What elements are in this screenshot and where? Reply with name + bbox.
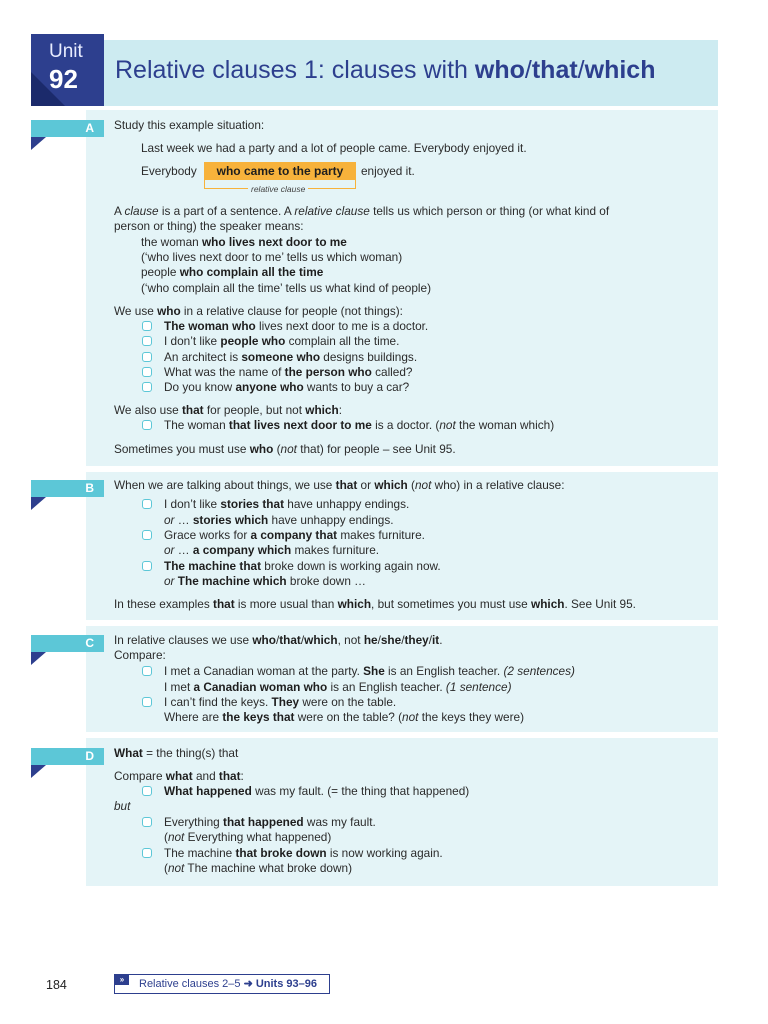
- list-item: I don’t like stories that have unhappy endings.: [164, 497, 410, 511]
- bullet-icon: [142, 666, 152, 676]
- definition-line-2: person or thing) the speaker means:: [114, 219, 304, 233]
- list-item: The machine that broke down is now working again.: [164, 846, 443, 860]
- list-item: The woman that lives next door to me is a doctor. (not the woman which): [164, 418, 555, 432]
- bullet-icon: [142, 561, 152, 571]
- example-prefix: Everybody: [141, 164, 197, 178]
- bullet-icon: [142, 530, 152, 540]
- relative-clause-label: relative clause: [248, 184, 308, 194]
- list-item: Do you know anyone who wants to buy a car?: [164, 380, 410, 394]
- example-suffix: enjoyed it.: [361, 164, 415, 178]
- list-item: The machine that broke down is working again now.: [164, 559, 441, 573]
- list-item: What happened was my fault. (= the thing that happened): [164, 784, 470, 798]
- but-label: but: [114, 799, 131, 813]
- title-bar: [104, 40, 718, 106]
- list-item-alt: or … stories which have unhappy endings.: [164, 513, 394, 527]
- section-a-note: Sometimes you must use who (not that) for people – see Unit 95.: [114, 442, 456, 456]
- bullet-icon: [142, 420, 152, 430]
- example-situation: Last week we had a party and a lot of people came. Everybody enjoyed it.: [141, 141, 527, 155]
- compare-label: Compare:: [114, 648, 166, 662]
- page-title: Relative clauses 1: clauses with who/that/which: [115, 56, 656, 84]
- section-a-tab: A: [31, 120, 104, 137]
- list-item: I don’t like people who complain all the time.: [164, 334, 400, 348]
- list-item-alt: or The machine which broke down …: [164, 574, 366, 588]
- section-b-note: In these examples that is more usual than which, but sometimes you must use which. See Unit 95.: [114, 597, 636, 611]
- bullet-icon: [142, 697, 152, 707]
- bullet-icon: [142, 321, 152, 331]
- double-chevron-icon: »: [115, 975, 129, 985]
- list-item: I can’t find the keys. They were on the table.: [164, 695, 397, 709]
- section-b-intro: When we are talking about things, we use that or which (not who) in a relative clause:: [114, 478, 565, 492]
- unit-number: 92: [49, 64, 78, 94]
- example-a2: (‘who lives next door to me’ tells us which woman): [141, 250, 403, 264]
- list-item: I met a Canadian woman at the party. She is an English teacher. (2 sentences): [164, 664, 575, 678]
- example-a3: people who complain all the time: [141, 265, 324, 279]
- list-item-alt: or … a company which makes furniture.: [164, 543, 380, 557]
- list-item-alt: I met a Canadian woman who is an English teacher. (1 sentence): [164, 680, 512, 694]
- list-item: The woman who lives next door to me is a doctor.: [164, 319, 429, 333]
- bullet-icon: [142, 382, 152, 392]
- use-who-line: We use who in a relative clause for people (not things):: [114, 304, 403, 318]
- section-a-intro: Study this example situation:: [114, 118, 265, 132]
- unit-label: Unit: [49, 41, 83, 62]
- section-c-tab: C: [31, 635, 104, 652]
- section-c-marker: [31, 652, 46, 665]
- section-c-intro: In relative clauses we use who/that/which, not he/she/they/it.: [114, 633, 443, 647]
- list-item-alt: Where are the keys that were on the table? (not the keys they were): [164, 710, 525, 724]
- unit-badge: [31, 34, 104, 106]
- example-a4: (‘who complain all the time’ tells us what kind of people): [141, 281, 432, 295]
- bullet-icon: [142, 352, 152, 362]
- list-item: An architect is someone who designs buildings.: [164, 350, 418, 364]
- list-item-alt: (not The machine what broke down): [164, 861, 352, 875]
- list-item: Everything that happened was my fault.: [164, 815, 376, 829]
- page-number: 184: [46, 978, 67, 992]
- bullet-icon: [142, 817, 152, 827]
- list-item: Grace works for a company that makes furniture.: [164, 528, 425, 542]
- section-b-tab: B: [31, 480, 104, 497]
- definition-line-1: A clause is a part of a sentence. A relative clause tells us which person or thing (or what kind of: [114, 204, 610, 218]
- bullet-icon: [142, 499, 152, 509]
- bullet-icon: [142, 786, 152, 796]
- bullet-icon: [142, 336, 152, 346]
- bullet-icon: [142, 367, 152, 377]
- list-item-alt: (not Everything what happened): [164, 830, 332, 844]
- section-d-tab: D: [31, 748, 104, 765]
- list-item: What was the name of the person who called?: [164, 365, 413, 379]
- use-that-line: We also use that for people, but not which:: [114, 403, 342, 417]
- relative-clause-highlight: who came to the party: [204, 162, 356, 180]
- section-a-marker: [31, 137, 46, 150]
- cross-reference-text: Relative clauses 2–5 ➜ Units 93–96: [139, 978, 317, 990]
- section-b-marker: [31, 497, 46, 510]
- cross-reference-link[interactable]: [114, 974, 330, 994]
- compare-what-that: Compare what and that:: [114, 769, 244, 783]
- section-d-marker: [31, 765, 46, 778]
- what-definition: What = the thing(s) that: [114, 746, 239, 760]
- example-a1: the woman who lives next door to me: [141, 235, 347, 249]
- bullet-icon: [142, 848, 152, 858]
